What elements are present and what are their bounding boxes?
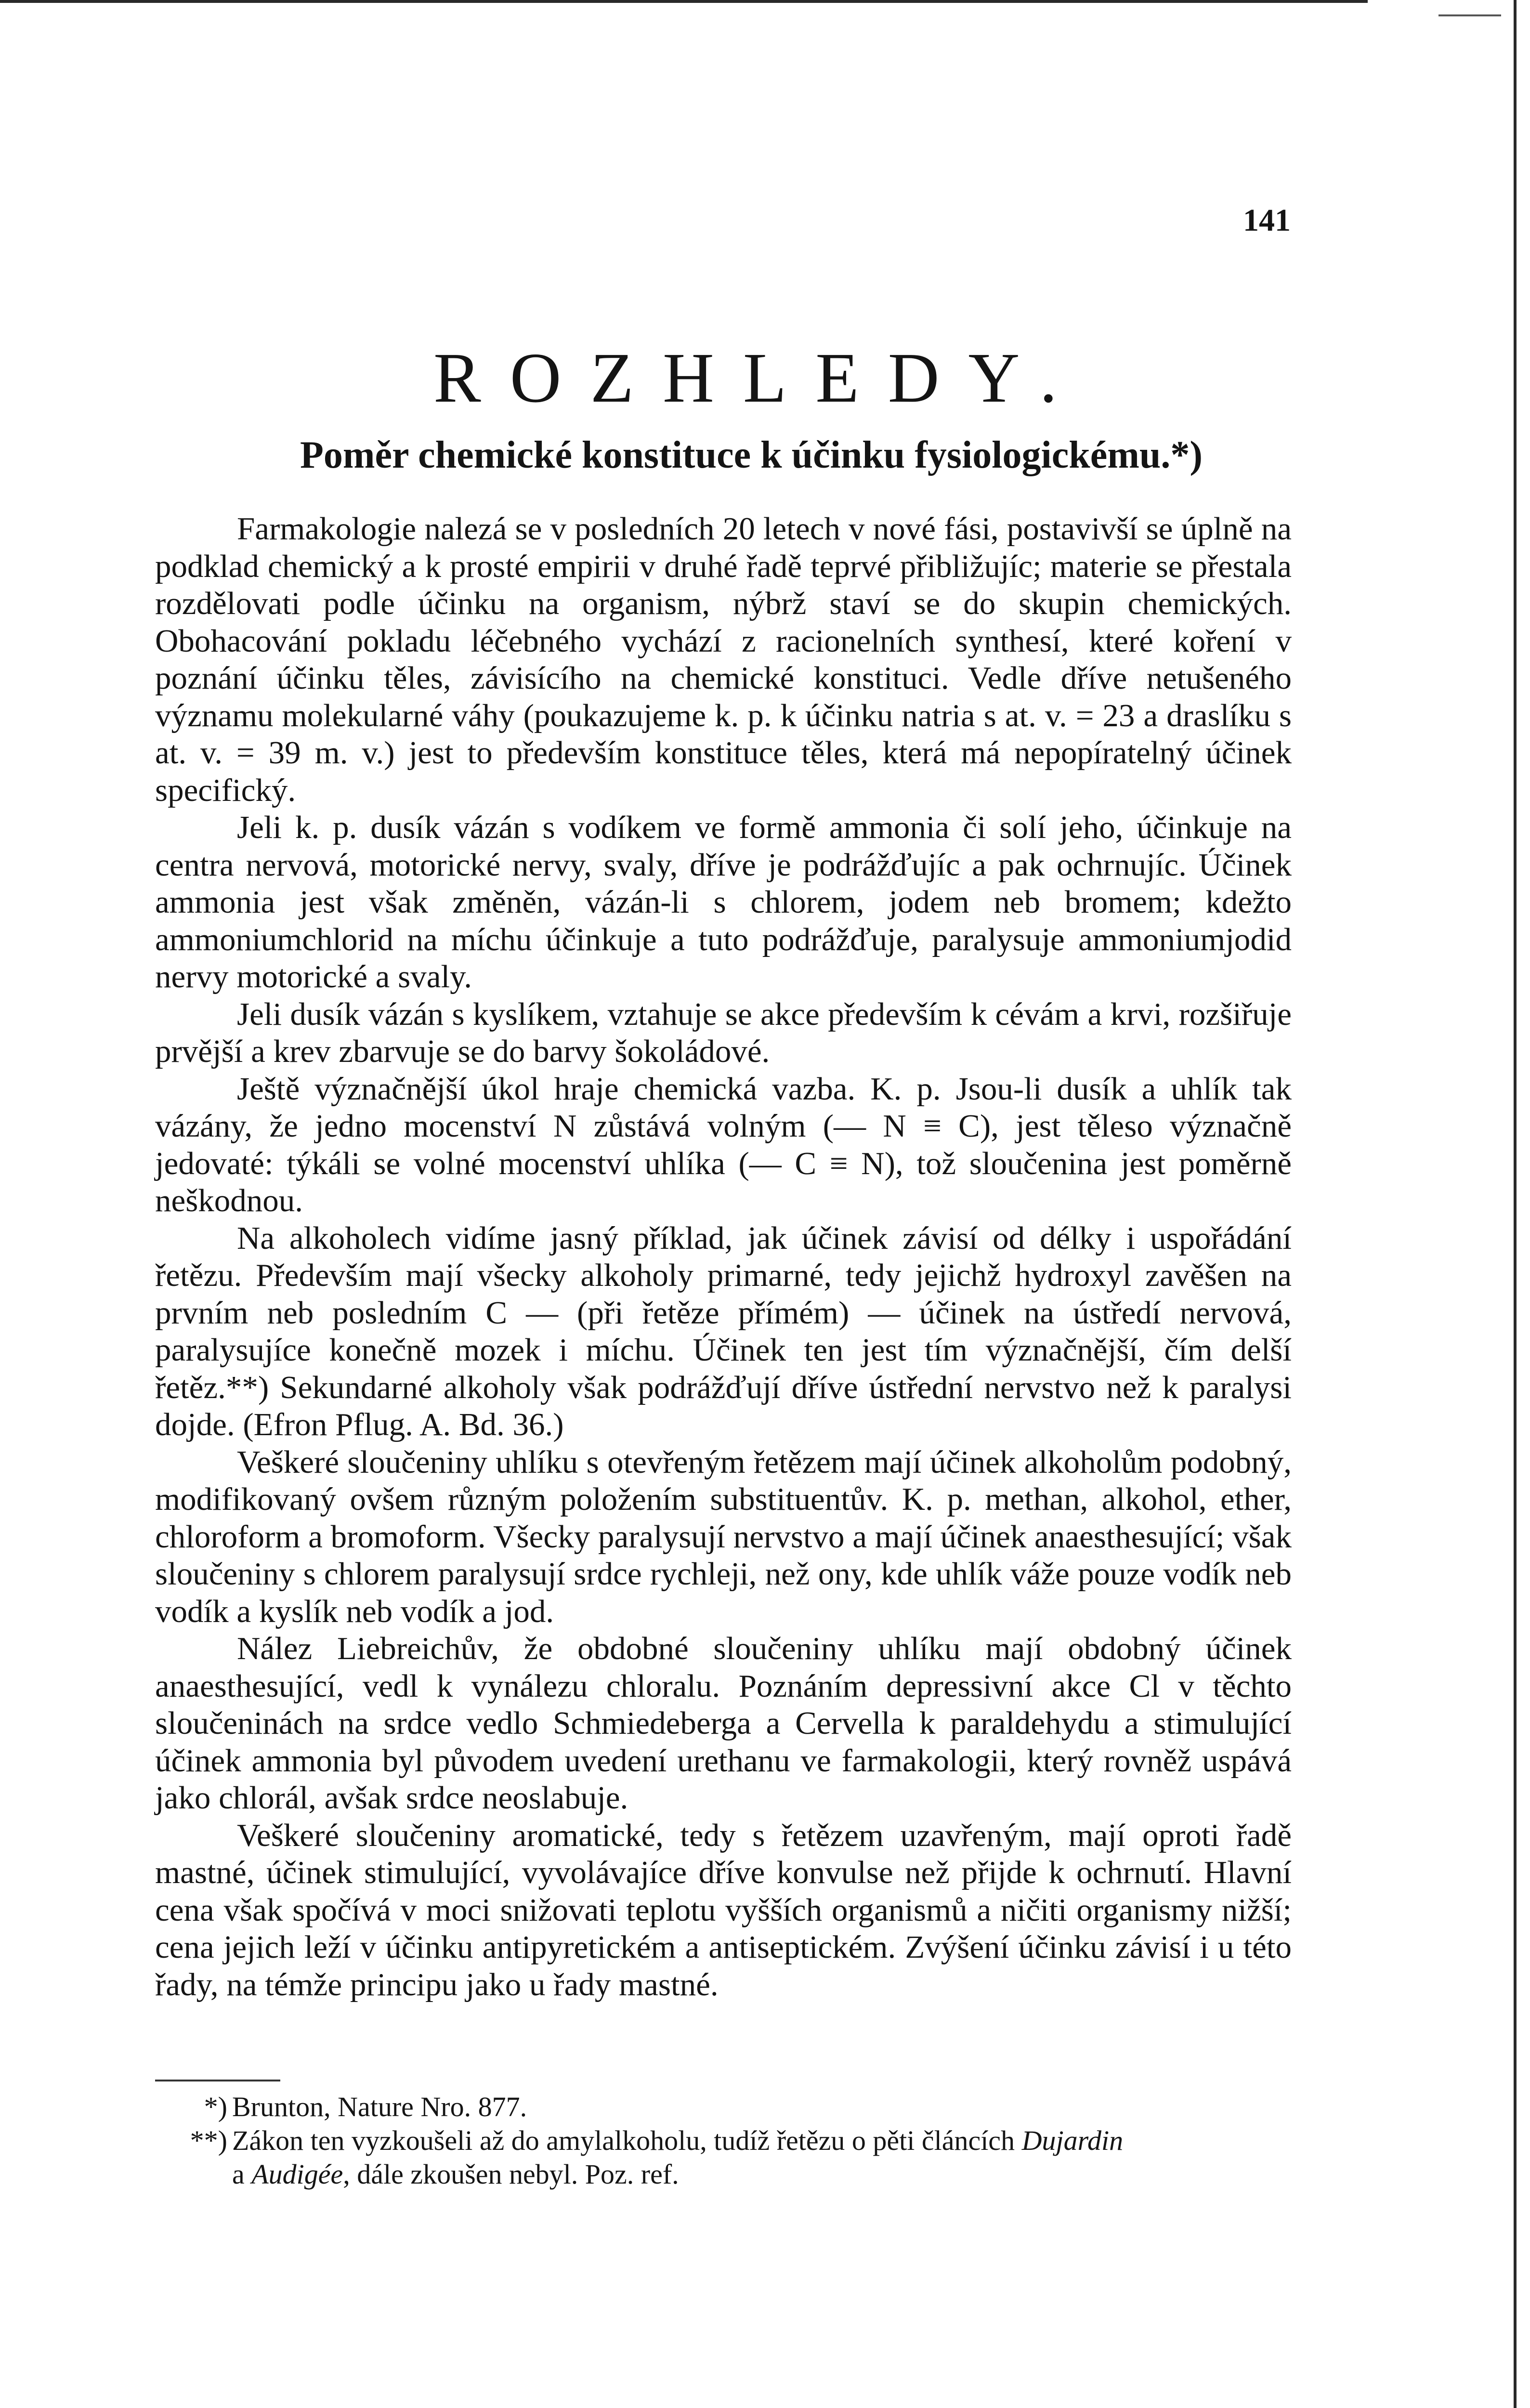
footnote-text: Brunton, Nature Nro. 877.: [232, 2091, 527, 2122]
paragraph: Veškeré sloučeniny uhlíku s otevřeným řetězem mají účinek alkoholům podobný, modifikovaný ovšem různým položením substituentův. K. p. methan, alkohol, ether, chloroform a bromoform. Všecky paralysují nervstvo a mají účinek anaesthesující; však sloučeniny s chlorem paralysují srdce rychleji, než ony, kde uhlík váže pouze vodík neb vodík a kyslík neb vodík a jod.: [155, 1444, 1292, 1629]
top-edge-rule: [0, 0, 1368, 13]
author-name: Audigée: [251, 2159, 343, 2190]
section-title: ROZHLEDY.: [433, 339, 1086, 418]
scan-mark: [1438, 14, 1501, 16]
paragraph: Ještě význačnější úkol hraje chemická vazba. K. p. Jsou-li dusík a uhlík tak vázány, že jedno mocenství N zůstává volným (— N ≡ C), jest těleso význačně jedovaté: týkáli se volné mocenství uhlíka (— C ≡ N), tož sloučenina jest poměrně neškodnou.: [155, 1071, 1292, 1218]
paragraph: Jeli k. p. dusík vázán s vodíkem ve formě ammonia či solí jeho, účinkuje na centra nervová, motorické nervy, svaly, dříve je podrážďujíc a pak ochrnujíc. Účinek ammonia jest však změněn, vázán-li s chlorem, jodem neb bromem; kdežto ammoniumchlorid na míchu účinkuje a tuto podrážďuje, paralysuje ammoniumjodid nervy motorické a svaly.: [155, 810, 1292, 995]
article-body: [155, 510, 1292, 2003]
footnote-text: Zákon ten vyzkoušeli až do amylalkoholu, tudíž řetězu o pěti článcích: [232, 2125, 1022, 2156]
paragraph: Jeli dusík vázán s kyslíkem, vztahuje se akce především k cévám a krvi, rozšiřuje prvější a krev zbarvuje se do barvy šokoládové.: [155, 996, 1292, 1069]
footnote-1: [155, 2090, 1292, 2124]
footnote-marker: *): [204, 2091, 227, 2122]
paragraph: Na alkoholech vidíme jasný příklad, jak účinek závisí od délky i uspořádání řetězu. Především mají všecky alkoholy primarné, tedy jejichž hydroxyl zavěšen na prvním neb posledním C — (při řetěze přímém) — účinek na ústředí nervová, paralysujíce konečně mozek i míchu. Účinek ten jest tím význačnější, čím delší řetěz.**) Sekundarné alkoholy však podrážďují dříve ústřední nervstvo než k paralysi dojde. (Efron Pflug. A. Bd. 36.): [155, 1220, 1292, 1442]
paragraph: Veškeré sloučeniny aromatické, tedy s řetězem uzavřeným, mají oproti řadě mastné, účinek stimulující, vyvolávajíce dříve konvulse než přijde k ochrnutí. Hlavní cena však spočívá v moci snižovati teplotu vyšších organismů a ničiti organismy nižší; cena jejich leží v účinku antipyretickém a antiseptickém. Zvýšení účinku závisí i u této řady, na témže principu jako u řady mastné.: [155, 1817, 1292, 2002]
footnote-2: [155, 2124, 1292, 2158]
right-edge-rule: [1514, 0, 1517, 2408]
page-number: 141: [1243, 203, 1291, 238]
paragraph: Nález Liebreichův, že obdobné sloučeniny uhlíku mají obdobný účinek anaesthesující, vedl k vynálezu chloralu. Poznáním depressivní akce Cl v těchto sloučeninách na srdce vedlo Schmiedeberga a Cervella k paraldehydu a stimulující účinek ammonia byl původem uvedení urethanu ve farmakologii, který rovněž uspává jako chlorál, avšak srdce neoslabuje.: [155, 1631, 1292, 1816]
footnotes: [155, 2090, 1292, 2191]
author-name: Dujardin: [1021, 2125, 1124, 2156]
footnote-marker: **): [190, 2125, 227, 2156]
paragraph: Farmakologie nalezá se v posledních 20 letech v nové fási, postavivší se úplně na podklad chemický a k prosté empirii v druhé řadě teprvé přibližujíc; materie se přestala rozdělovati podle účinku na organism, nýbrž staví se do skupin chemických. Obohacování pokladu léčebného vychází z racionelních synthesí, které koření v poznání účinku těles, závisícího na chemické konstituci. Vedle dříve netušeného významu molekularné váhy (poukazujeme k. p. k účinku natria s at. v. = 23 a draslíku s at. v. = 39 m. v.) jest to především konstituce těles, která má nepopíratelný účinek specifický.: [155, 511, 1292, 808]
footnote-2-continuation: [155, 2158, 1292, 2191]
article-title: Poměr chemické konstituce k účinku fysiologickému.*): [300, 434, 1203, 476]
footnote-text: , dále zkoušen nebyl. Poz. ref.: [343, 2159, 679, 2190]
footnote-divider: [155, 2080, 280, 2081]
footnote-text: a: [232, 2159, 252, 2190]
